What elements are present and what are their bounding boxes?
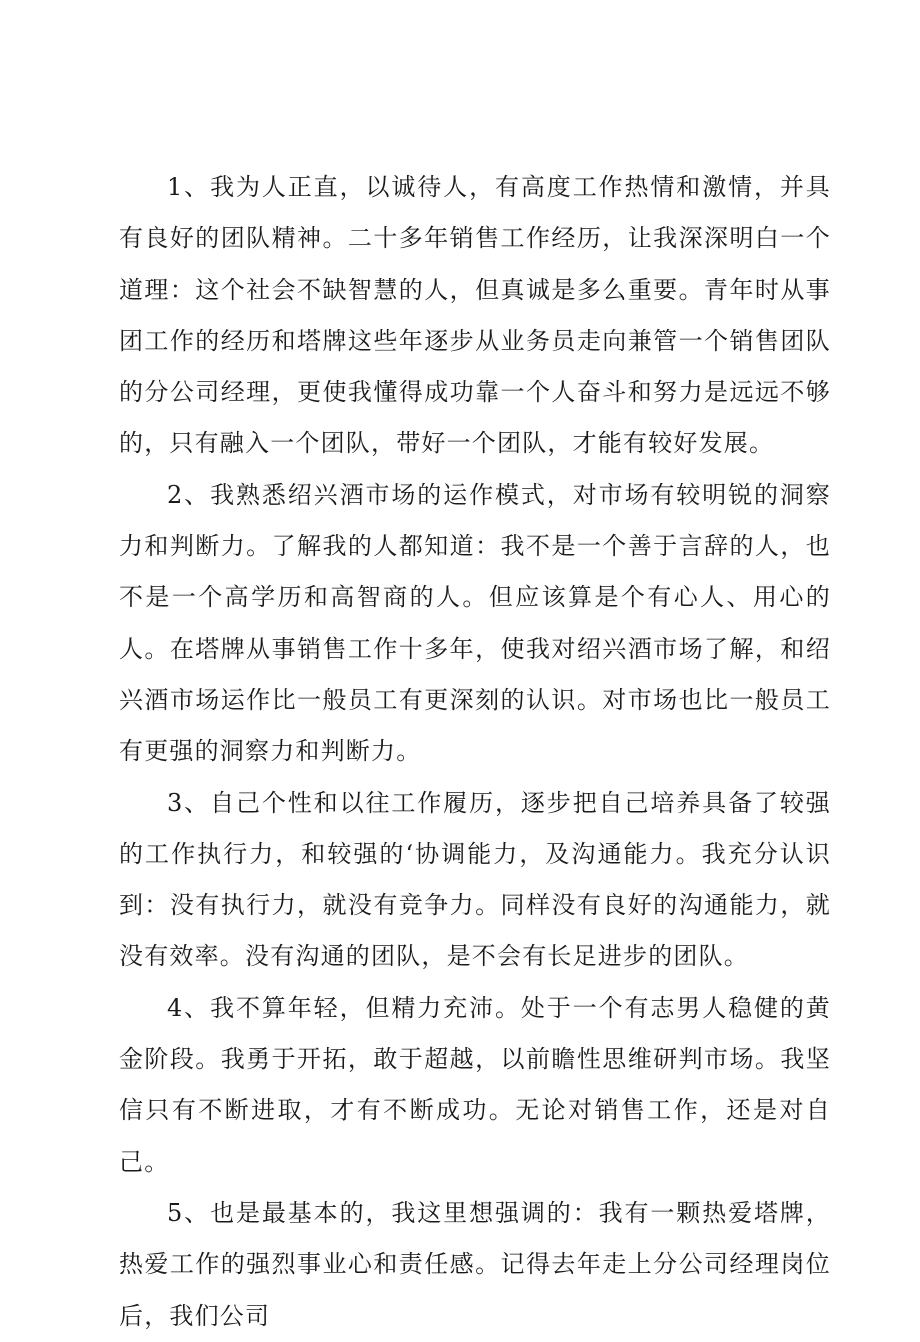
paragraph-5: 5、也是最基本的，我这里想强调的：我有一颗热爱塔牌，热爱工作的强烈事业心和责任感。记得去年走上分公司经理岗位后，我们公司	[119, 1198, 831, 1330]
document-body	[119, 162, 831, 1342]
paragraph-2: 2、我熟悉绍兴酒市场的运作模式，对市场有较明锐的洞察力和判断力。了解我的人都知道：我不是一个善于言辞的人，也不是一个高学历和高智商的人。但应该算是个有心人、用心的人。在塔牌从事销售工作十多年，使我对绍兴酒市场了解，和绍兴酒市场运作比一般员工有更深刻的认识。对市场也比一般员工有更强的洞察力和判断力。	[119, 480, 831, 766]
paragraph-3: 3、自己个性和以往工作履历，逐步把自己培养具备了较强的工作执行力，和较强的‘协调能力，及沟通能力。我充分认识到：没有执行力，就没有竞争力。同样没有良好的沟通能力，就没有效率。没有沟通的团队，是不会有长足进步的团队。	[119, 788, 831, 971]
paragraph-4: 4、我不算年轻，但精力充沛。处于一个有志男人稳健的黄金阶段。我勇于开拓，敢于超越，以前瞻性思维研判市场。我坚信只有不断进取，才有不断成功。无论对销售工作，还是对自己。	[119, 993, 831, 1176]
paragraph-1: 1、我为人正直，以诚待人，有高度工作热情和激情，并具有良好的团队精神。二十多年销售工作经历，让我深深明白一个道理：这个社会不缺智慧的人，但真诚是多么重要。青年时从事团工作的经历和塔牌这些年逐步从业务员走向兼管一个销售团队的分公司经理，更使我懂得成功靠一个人奋斗和努力是远远不够的，只有融入一个团队，带好一个团队，才能有较好发展。	[119, 173, 831, 458]
